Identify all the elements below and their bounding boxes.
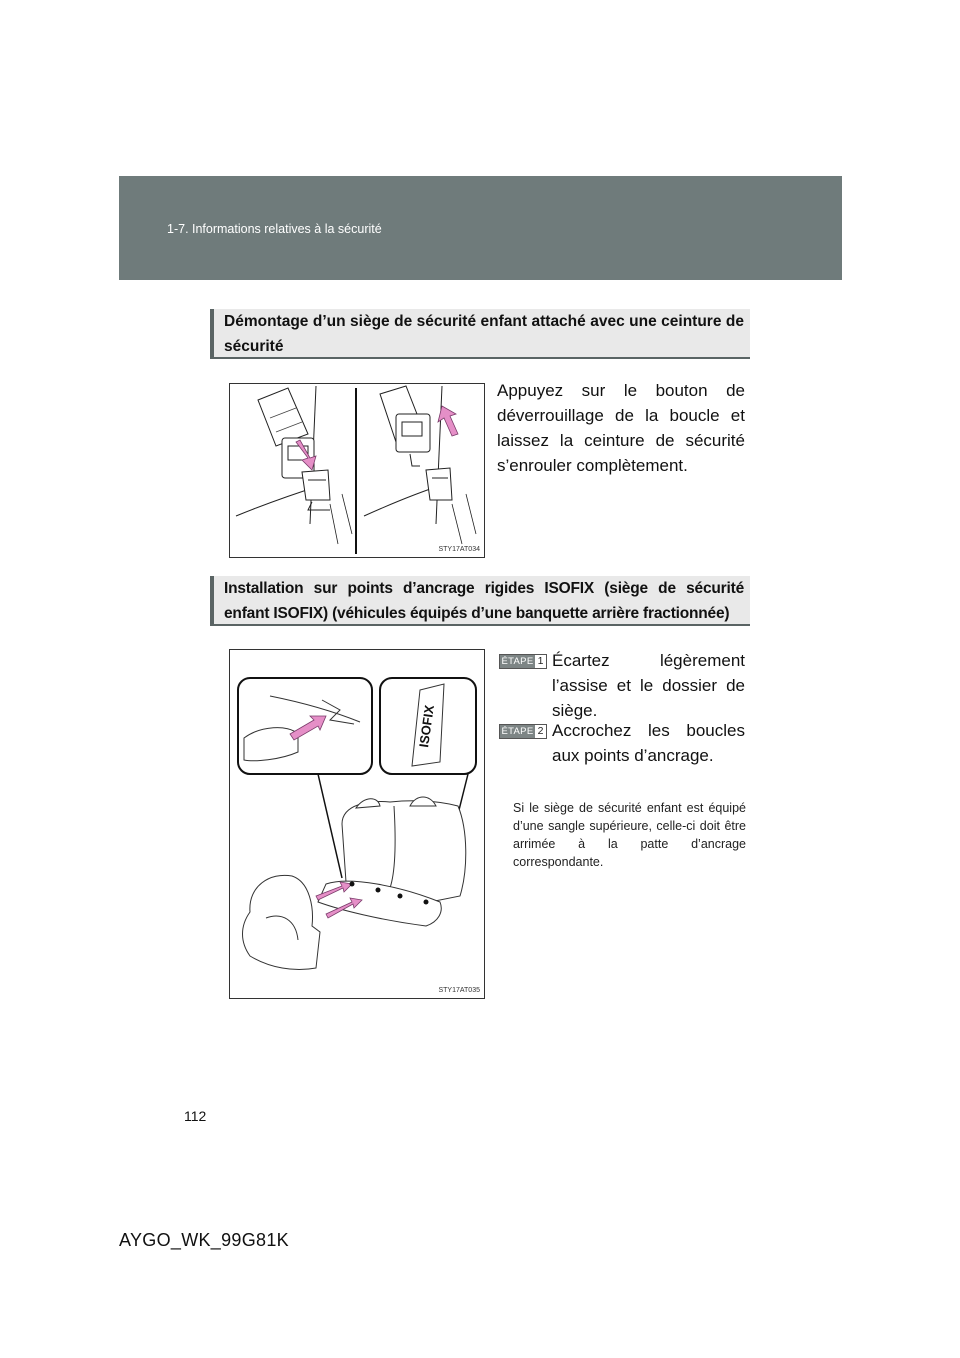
figure-code: STY17AT035 — [438, 987, 480, 994]
section-breadcrumb: 1-7. Informations relatives à la sécurité — [167, 222, 382, 236]
figure-belt-release — [229, 383, 485, 558]
header-band — [119, 176, 842, 280]
page-number: 112 — [184, 1108, 207, 1124]
figure-code: STY17AT034 — [438, 546, 480, 553]
isofix-label: ISOFIX — [416, 704, 437, 749]
step-badge: ÉTAPE 2 — [499, 724, 547, 739]
step-2-text: Accrochez les boucles aux points d’ancrage. — [552, 721, 745, 765]
section-title-removal: Démontage d’un siège de sécurité enfant attaché avec une ceinture de sécurité — [210, 309, 750, 357]
figure-isofix-install — [229, 649, 485, 999]
isofix-illustration — [230, 650, 484, 998]
step-1-text: Écartez légèrement l’assise et le dossier de siège. — [552, 651, 745, 720]
instruction-unbuckle: Appuyez sur le bouton de déverrouillage de la boucle et laissez la ceinture de sécurité s’enrouler complètement. — [497, 381, 745, 475]
top-tether-note: Si le siège de sécurité enfant est équipé d’une sangle supérieure, celle-ci doit être arrimée à la patte d’ancrage correspondante. — [513, 801, 746, 869]
section-title-isofix: Installation sur points d’ancrage rigides ISOFIX (siège de sécurité enfant ISOFIX) (véhicules équipés d’une banquette arrière fractionnée) — [210, 576, 750, 624]
step-badge: ÉTAPE 1 — [499, 654, 547, 669]
document-code: AYGO_WK_99G81K — [119, 1230, 289, 1250]
belt-release-illustration — [230, 384, 484, 557]
